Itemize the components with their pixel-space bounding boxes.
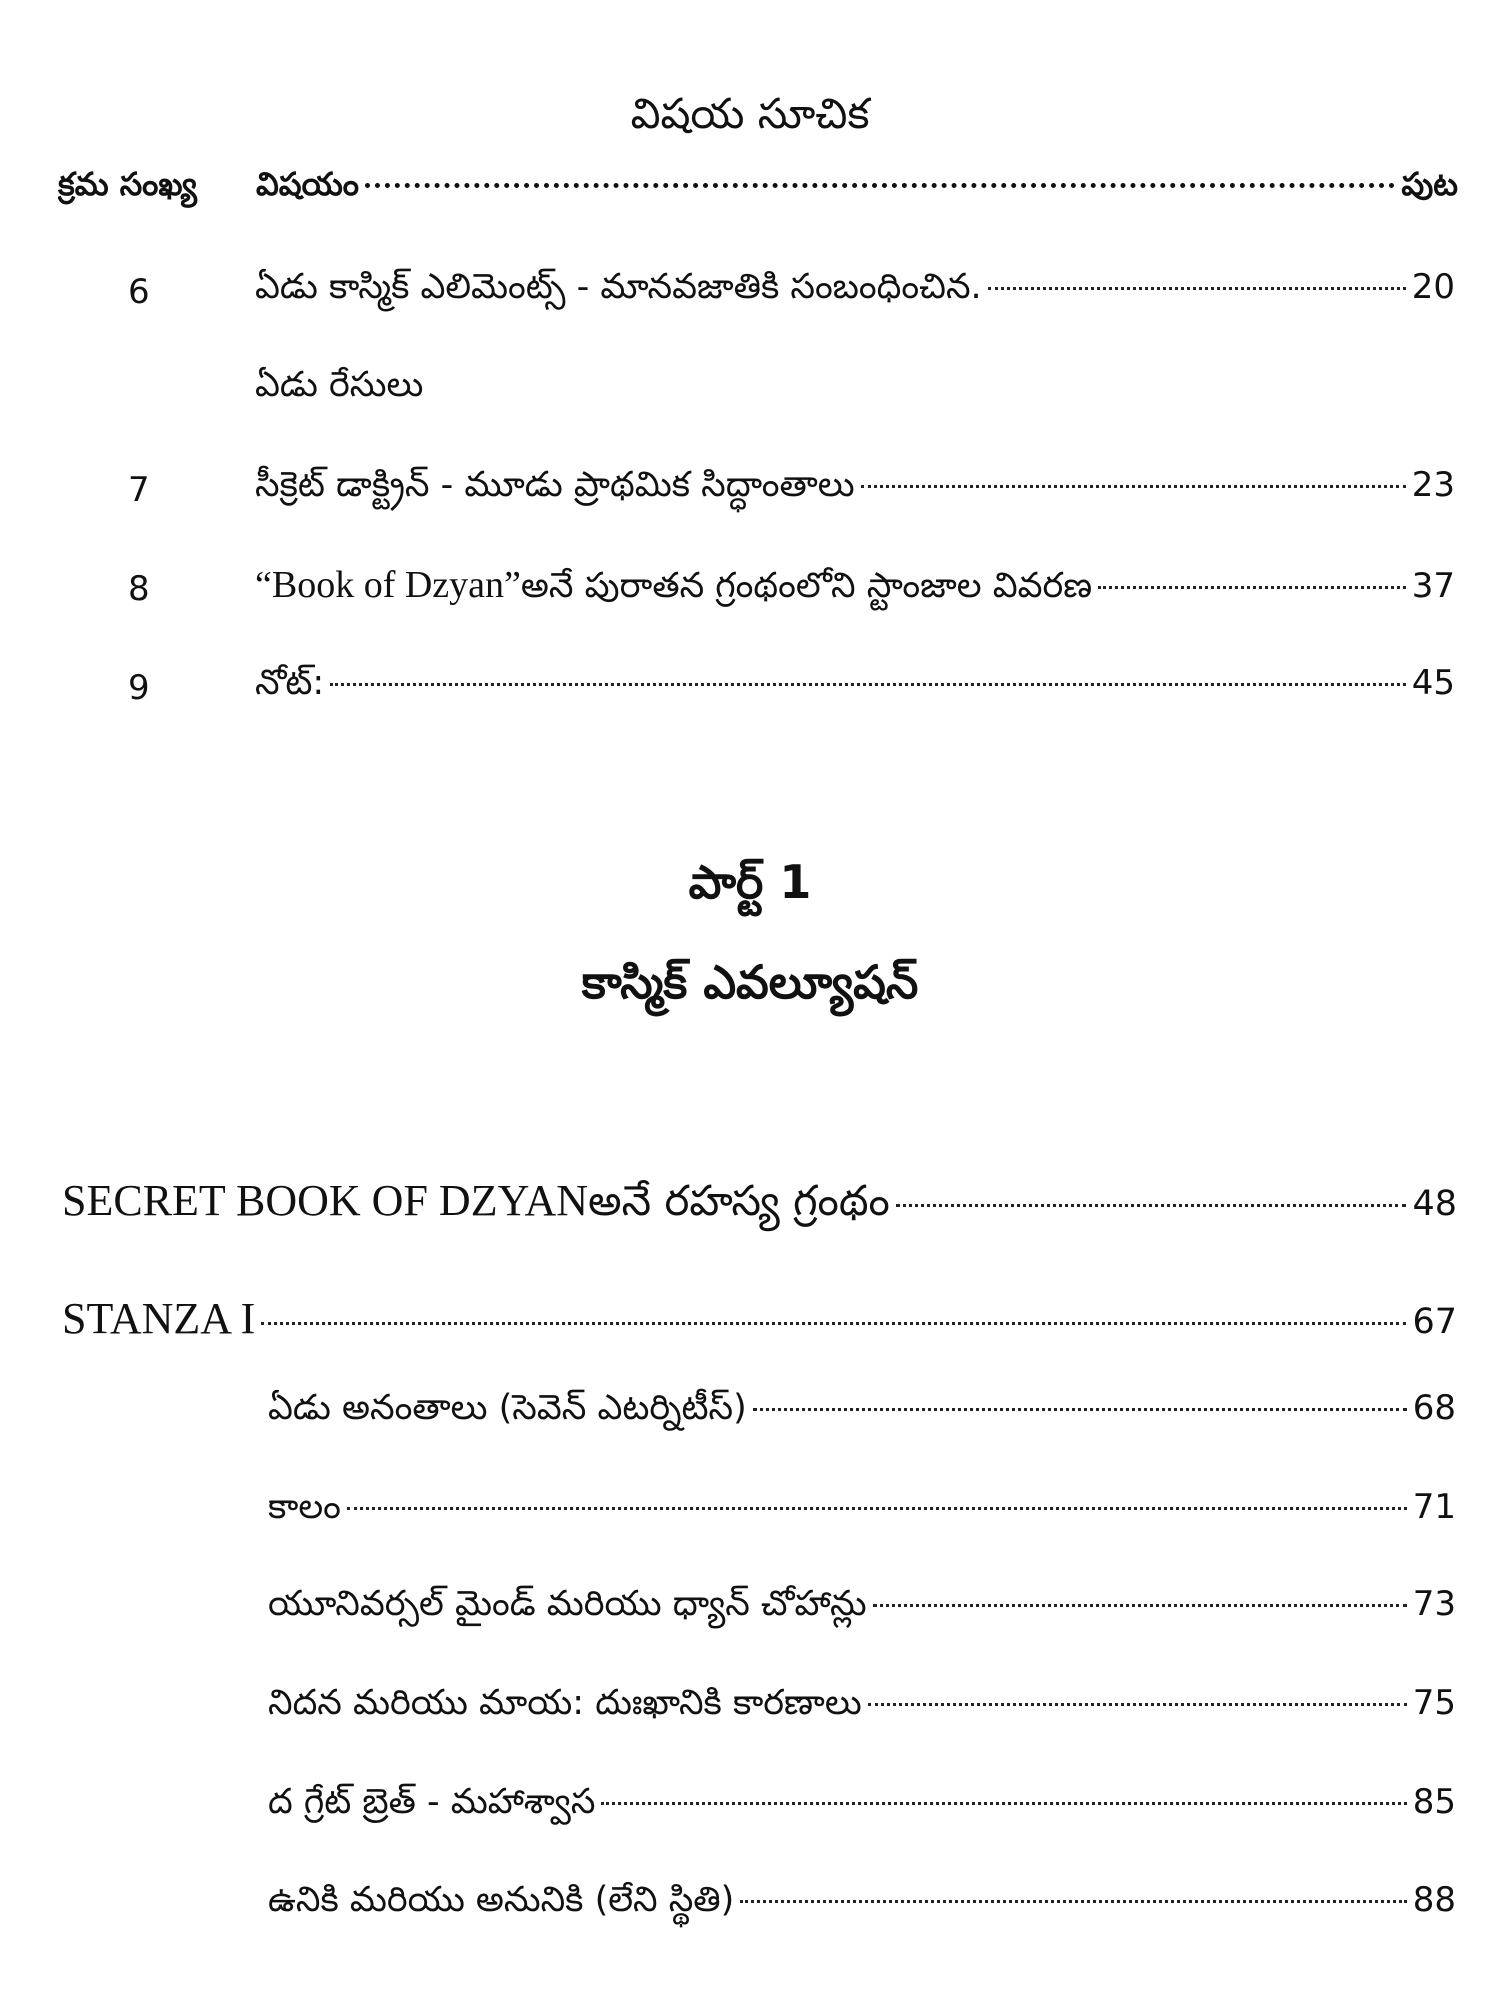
toc-entry-text: అనే పురాతన గ్రంథంలోని స్టాంజాల వివరణ [520, 566, 1093, 606]
toc-entry-page: 37 [1411, 566, 1455, 606]
toc-subsection-page: 88 [1412, 1880, 1456, 1920]
toc-subsection-text: ఏడు అనంతాలు (సెవెన్ ఎటర్నిటీస్) [268, 1388, 747, 1428]
page-title: విషయ సూచిక [630, 89, 870, 138]
toc-section-text: అనే రహస్య గ్రంథం [588, 1176, 890, 1225]
dot-leader [753, 1407, 1407, 1411]
toc-entry-continuation [255, 365, 1455, 413]
dot-leader [868, 1702, 1407, 1706]
toc-subsection-text: ద గ్రేట్ బ్రెత్ - మహాశ్వాస [268, 1782, 596, 1822]
toc-header-row [58, 165, 1458, 211]
toc-entry [255, 267, 1455, 315]
toc-entry [255, 465, 1455, 513]
toc-subsection [268, 1584, 1456, 1632]
toc-entry-page: 45 [1411, 663, 1455, 703]
toc-entry-english-title: “Book of Dzyan” [255, 564, 521, 606]
toc-subsection-page: 68 [1412, 1388, 1456, 1428]
toc-subsection-page: 75 [1412, 1683, 1456, 1723]
page-column-label: పుట [1401, 165, 1458, 203]
toc-entry-text: సీక్రెట్ డాక్ట్రిన్ - మూడు ప్రాథమిక సిద్ధాంతాలు [255, 465, 855, 505]
dot-leader [988, 286, 1406, 290]
part-title-heading: కాస్మిక్ ఎవల్యూషన్ [581, 955, 919, 1009]
toc-subsection-text: యూనివర్సల్ మైండ్ మరియు ధ్యాన్ చోహాన్లు [268, 1584, 867, 1624]
toc-entry-number: 7 [128, 470, 150, 510]
toc-entry-text: నోట్: [255, 663, 325, 703]
toc-section [62, 1175, 1457, 1236]
toc-subsection [268, 1683, 1456, 1731]
toc-section-page: 67 [1412, 1302, 1457, 1342]
toc-entry-text: ఏడు కాస్మిక్ ఎలిమెంట్స్ - మానవజాతికి సంబంధించిన. [255, 267, 982, 307]
dot-leader [347, 1506, 1407, 1510]
toc-entry-text: ఏడు రేసులు [255, 365, 424, 405]
dot-leader [261, 1321, 1406, 1325]
toc-entry-page: 23 [1411, 465, 1455, 505]
toc-entry-number: 8 [128, 569, 150, 609]
dot-leader [601, 1801, 1406, 1805]
dot-leader [896, 1203, 1407, 1207]
toc-section [62, 1293, 1457, 1344]
dot-leader [861, 484, 1406, 488]
subject-column-label: విషయం [256, 165, 359, 203]
toc-subsection-page: 71 [1412, 1487, 1456, 1527]
toc-entry [255, 563, 1455, 614]
toc-subsection-page: 85 [1412, 1782, 1456, 1822]
toc-entry [255, 663, 1455, 711]
toc-subsection [268, 1388, 1456, 1436]
toc-subsection [268, 1880, 1456, 1928]
toc-subsection [268, 1487, 1456, 1535]
dot-leader [365, 182, 1395, 188]
toc-entry-number: 9 [128, 668, 150, 708]
toc-entry-page: 20 [1411, 267, 1455, 307]
toc-subsection [268, 1782, 1456, 1830]
toc-section-page: 48 [1412, 1184, 1457, 1224]
toc-subsection-text: నిదన మరియు మాయ: దుఃఖానికి కారణాలు [268, 1683, 862, 1723]
dot-leader [740, 1899, 1406, 1903]
dot-leader [873, 1603, 1407, 1607]
toc-subsection-text: ఉనికి మరియు అనునికి (లేని స్థితి) [268, 1880, 735, 1920]
toc-entry-number: 6 [128, 272, 150, 312]
toc-section-english-title: SECRET BOOK OF DZYAN [62, 1176, 589, 1225]
dot-leader [330, 682, 1406, 686]
toc-subsection-page: 73 [1412, 1584, 1456, 1624]
dot-leader [1098, 585, 1406, 589]
toc-section-english-title: STANZA I [62, 1294, 256, 1343]
part-number-heading: పార్ట్ 1 [688, 855, 812, 909]
serial-column-label: క్రమ సంఖ్య [58, 165, 197, 203]
toc-subsection-text: కాలం [268, 1487, 341, 1527]
